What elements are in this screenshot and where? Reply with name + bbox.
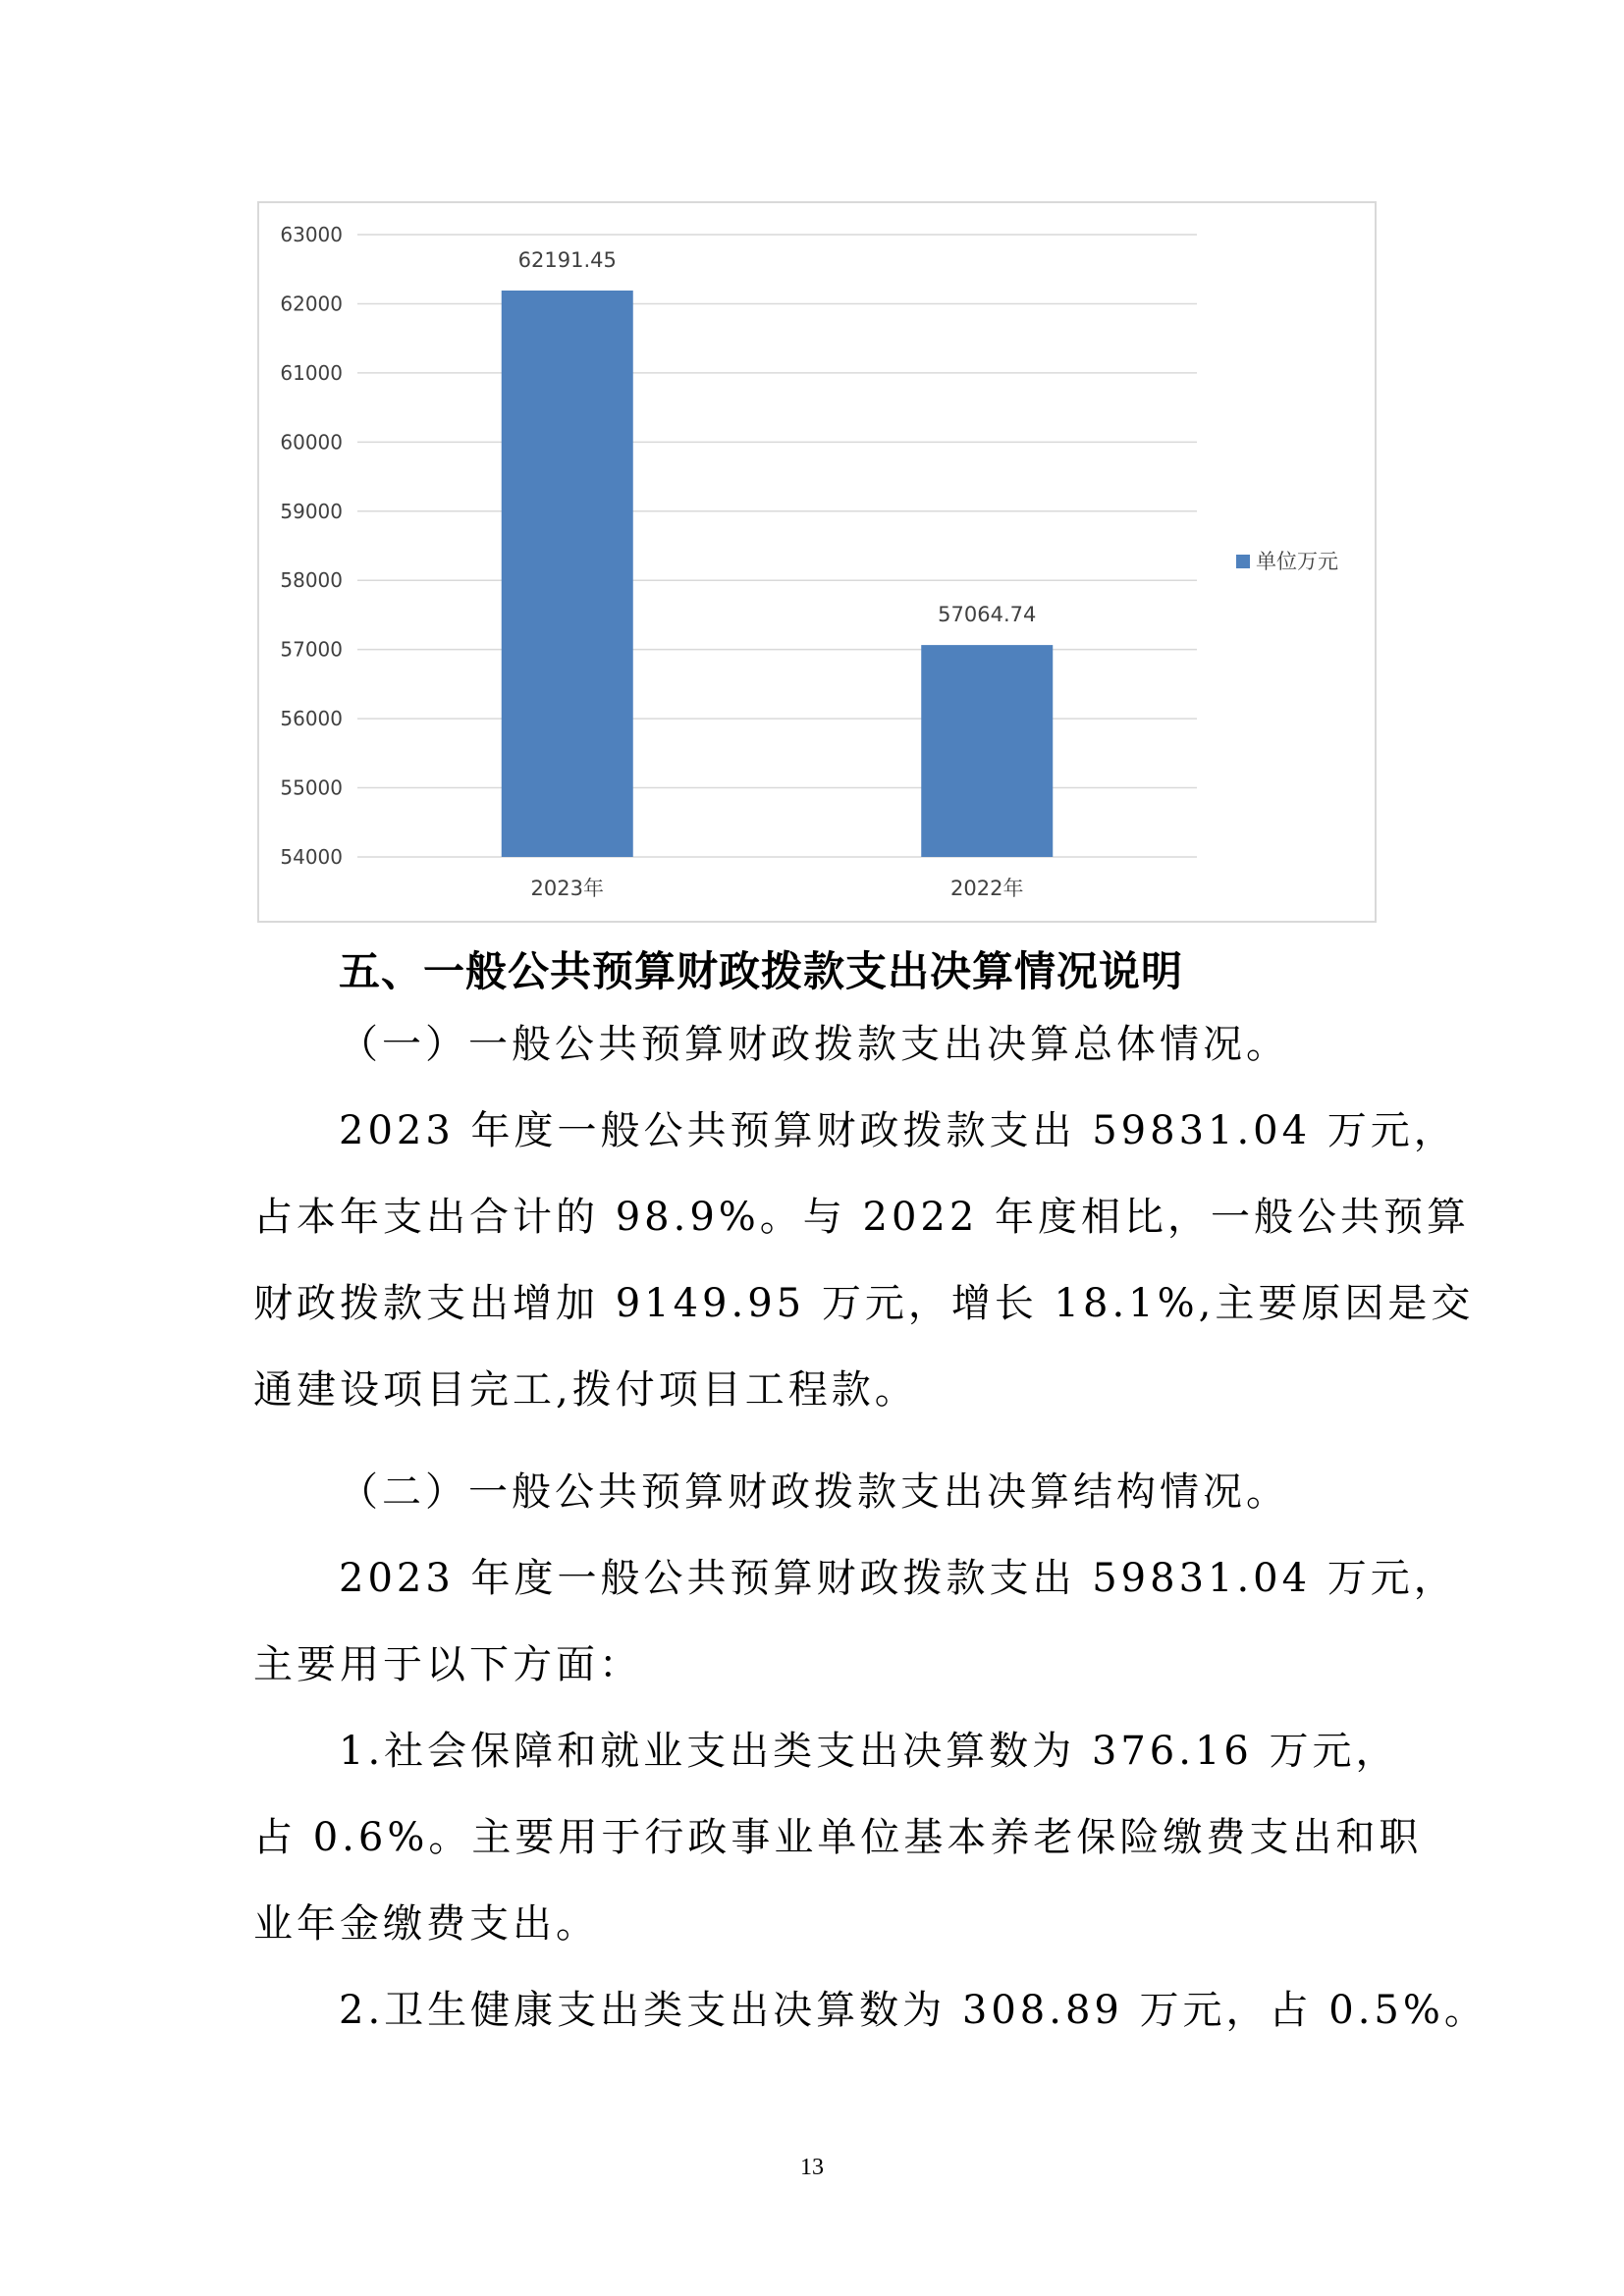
y-tick-label: 62000 bbox=[280, 292, 343, 316]
expenditure-bar-chart bbox=[257, 201, 1377, 923]
data-label: 62191.45 bbox=[517, 247, 617, 272]
y-tick-label: 60000 bbox=[280, 430, 343, 454]
bar bbox=[921, 645, 1053, 857]
section-heading: 五、一般公共预算财政拨款支出决算情况说明 bbox=[339, 947, 1184, 995]
list-item-social-security: 1.社会保障和就业支出类支出决算数为 376.16 万元， bbox=[339, 1729, 1399, 1774]
paragraph-line: 主要用于以下方面： bbox=[253, 1642, 642, 1687]
paragraph-line: 2023 年度一般公共预算财政拨款支出 59831.04 万元， bbox=[339, 1108, 1457, 1153]
y-tick-label: 57000 bbox=[280, 637, 343, 662]
paragraph-line: 财政拨款支出增加 9149.95 万元，增长 18.1%,主要原因是交 bbox=[253, 1281, 1475, 1326]
y-tick-label: 54000 bbox=[280, 845, 343, 869]
y-tick-label: 58000 bbox=[280, 568, 343, 593]
legend-label: 单位万元 bbox=[1256, 550, 1338, 573]
paragraph-line: 2023 年度一般公共预算财政拨款支出 59831.04 万元， bbox=[339, 1556, 1457, 1601]
paragraph-line: 占本年支出合计的 98.9%。与 2022 年度相比，一般公共预算 bbox=[253, 1195, 1471, 1240]
paragraph-line: 通建设项目完工,拨付项目工程款。 bbox=[253, 1367, 918, 1413]
y-tick-label: 63000 bbox=[280, 223, 343, 246]
subsection-title-structure: （二）一般公共预算财政拨款支出决算结构情况。 bbox=[339, 1469, 1289, 1515]
bar bbox=[502, 291, 633, 857]
y-tick-label: 59000 bbox=[280, 499, 343, 523]
data-label: 57064.74 bbox=[938, 603, 1037, 627]
y-tick-label: 56000 bbox=[280, 707, 343, 731]
y-tick-label: 55000 bbox=[280, 775, 343, 800]
list-item-health: 2.卫生健康支出类支出决算数为 308.89 万元，占 0.5%。 bbox=[339, 1988, 1488, 2033]
page-number: 13 bbox=[800, 2155, 824, 2180]
subsection-title-overall: （一）一般公共预算财政拨款支出决算总体情况。 bbox=[339, 1022, 1289, 1067]
y-tick-label: 61000 bbox=[280, 360, 343, 385]
legend-swatch bbox=[1236, 555, 1250, 568]
paragraph-line: 占 0.6%。主要用于行政事业单位基本养老保险缴费支出和职 bbox=[253, 1815, 1423, 1860]
chart-canvas bbox=[259, 203, 1379, 925]
x-tick-label: 2022年 bbox=[950, 877, 1024, 900]
x-tick-label: 2023年 bbox=[530, 877, 604, 900]
paragraph-line: 业年金缴费支出。 bbox=[253, 1901, 599, 1947]
